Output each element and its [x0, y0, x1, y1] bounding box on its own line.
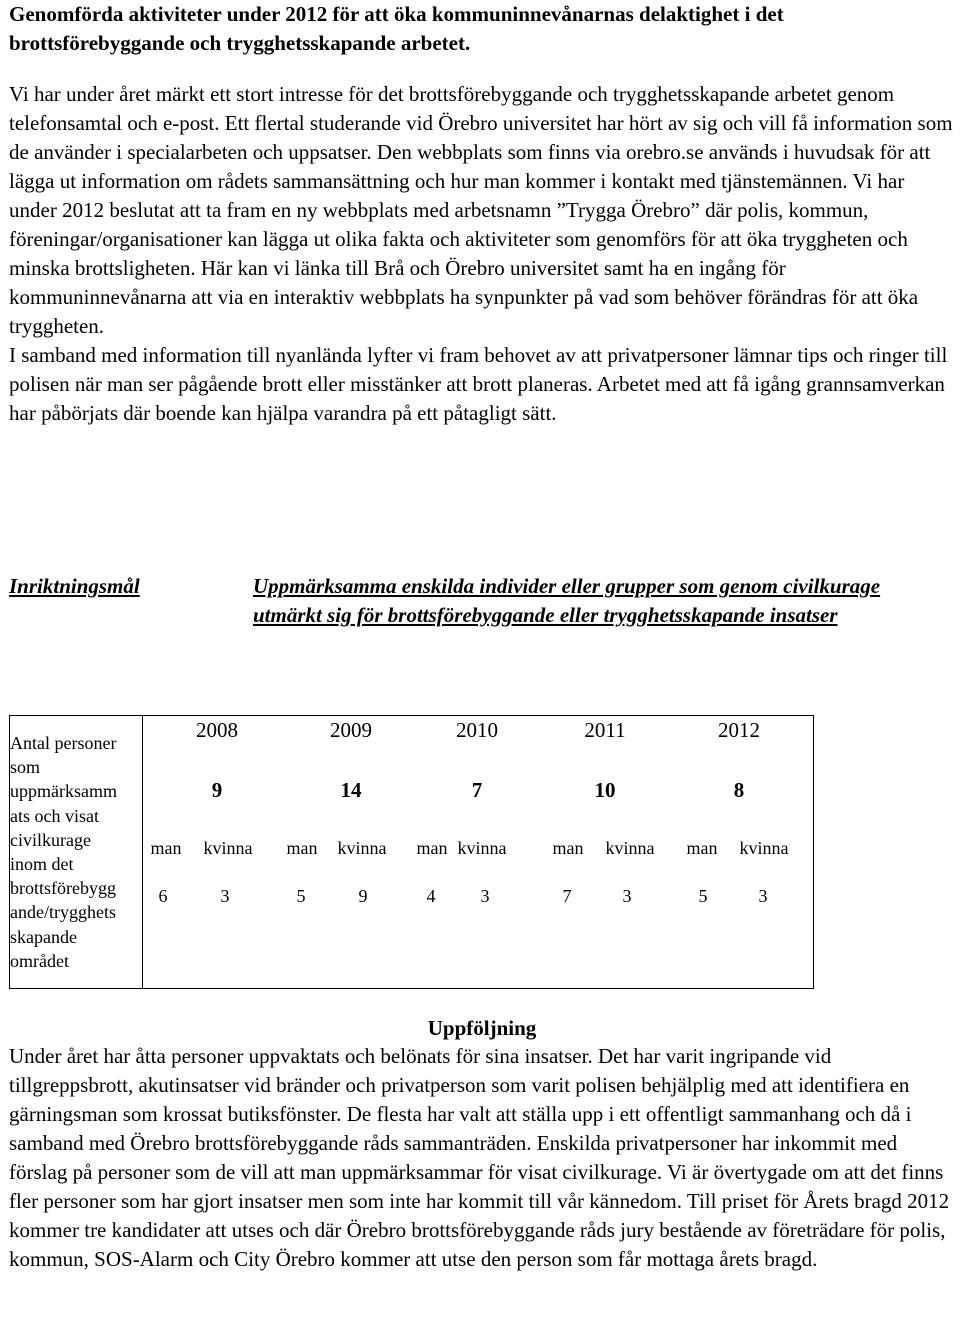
kvinna-count: 3: [622, 886, 632, 906]
row-label-line: som: [10, 757, 41, 778]
man-count: 7: [562, 886, 572, 906]
man-count: 5: [698, 886, 708, 906]
followup-paragraph: Under året har åtta personer uppvaktats och belönats för sina insatser. Det har varit ingripande vid tillgreppsbrott, akutinsatser vid bränder och privatperson som varit polisen behjälplig med att identifiera en gärningsman som krossat butiksfönster. De flesta har valt att ställa upp i ett offentligt sammanhang och då i samband med Örebro brottsförebyggande råds sammanträden. Enskilda privatpersoner har inkommit med förslag på personer som de vill att man uppmärksammar för visat civilkurage. Vi är övertygade om att det finns fler personer som har gjort insatser men som inte har kommit till vår kännedom. Till priset för Årets bragd 2012 kommer tre kandidater att utses och där Örebro brottsförebyggande råds jury bestående av företrädare för polis, kommun, SOS-Alarm och City Örebro kommer att utse den person som får mottaga årets bragd.: [9, 1044, 950, 1271]
man-label: man: [552, 838, 584, 858]
kvinna-count: 3: [220, 886, 230, 906]
year-total: 9: [211, 778, 223, 802]
row-label-line: uppmärksamm: [10, 781, 117, 802]
kvinna-count: 9: [358, 886, 368, 906]
man-label: man: [416, 838, 448, 858]
year-label: 2012: [718, 718, 760, 742]
followup-title: Uppföljning: [427, 1016, 537, 1040]
man-label: man: [286, 838, 318, 858]
row-label-cell: [10, 716, 143, 989]
kvinna-count: 3: [480, 886, 490, 906]
kvinna-label: kvinna: [605, 838, 655, 858]
kvinna-label: kvinna: [457, 838, 507, 858]
row-label-line: ande/trygghets: [10, 902, 116, 923]
row-label-line: ats och visat: [10, 805, 99, 826]
kvinna-count: 3: [758, 886, 768, 906]
row-label-line: Antal personer: [10, 732, 117, 753]
row-label-line: civilkurage: [10, 829, 91, 850]
target-text-content: Uppmärksamma enskilda individer eller grupper som genom civilkurage utmärkt sig för brottsförebyggande eller trygghetsskapande insatser: [253, 574, 881, 627]
kvinna-label: kvinna: [337, 838, 387, 858]
year-total: 7: [471, 778, 483, 802]
man-label: man: [686, 838, 718, 858]
target-text: [253, 572, 953, 630]
row-label-line: brottsförebygg: [10, 878, 116, 899]
kvinna-label: kvinna: [739, 838, 789, 858]
man-count: 5: [296, 886, 306, 906]
target-label: Inriktningsmål: [9, 574, 140, 598]
section-heading: Genomförda aktiviteter under 2012 för att öka kommuninnevånarnas delaktighet i det brottsförebyggande och trygghetsskapande arbetet.: [9, 2, 784, 55]
document-page: [9, 0, 955, 1271]
year-total: 14: [340, 778, 362, 802]
year-label: 2008: [196, 718, 238, 742]
man-label: man: [150, 838, 182, 858]
year-total: 10: [594, 778, 616, 802]
row-label-line: inom det: [10, 854, 74, 874]
intro-paragraph-1: Vi har under året märkt ett stort intresse för det brottsförebyggande och trygghetsskapande arbetet genom telefonsamtal och e-post. Ett flertal studerande vid Örebro universitet har hört av sig och vill få information som de använder i specialarbeten och uppsatser. Den webbplats som finns via orebro.se används i huvudsak för att lägga ut information om rådets sammansättning och hur man kommer i kontakt med tjänstemännen. Vi har under 2012 beslutat att ta fram en ny webbplats med arbetsnamn ”Trygga Örebro” där polis, kommun, föreningar/organisationer kan lägga ut olika fakta och aktiviteter som genomförs för att öka tryggheten och minska brottsligheten. Här kan vi länka till Brå och Örebro universitet samt ha en ingång för kommuninnevånarna att via en interaktiv webbplats ha synpunkter på vad som behöver förändras för att öka tryggheten.: [9, 82, 953, 338]
man-count: 4: [426, 886, 436, 906]
years-cell: [143, 716, 814, 989]
statistics-table: [9, 715, 814, 989]
row-label-line: området: [10, 950, 69, 971]
kvinna-label: kvinna: [203, 838, 253, 858]
row-label-line: skapande: [10, 926, 77, 947]
year-label: 2011: [584, 718, 626, 742]
year-label: 2010: [456, 718, 498, 742]
year-label: 2009: [330, 718, 372, 742]
year-total: 8: [733, 778, 745, 802]
intro-paragraph-2: I samband med information till nyanlända lyfter vi fram behovet av att privatpersoner lämnar tips och ringer till polisen när man ser pågående brott eller misstänker att brott planeras. Arbetet med att få igång grannsamverkan har påbörjats där boende kan hjälpa varandra på ett påtagligt sätt.: [9, 343, 948, 425]
man-count: 6: [158, 886, 168, 906]
